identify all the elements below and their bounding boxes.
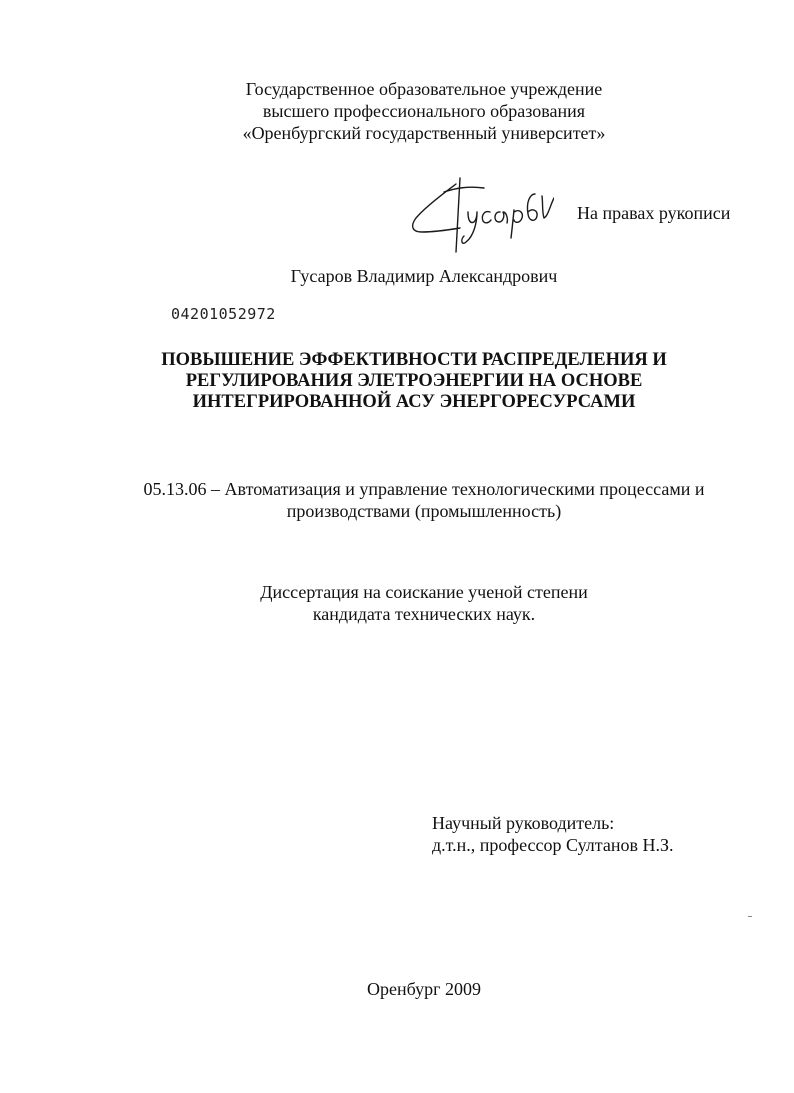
title-line-3: ИНТЕГРИРОВАННОЙ АСУ ЭНЕРГОРЕСУРСАМИ — [192, 392, 636, 412]
institution-line-2: высшего профессионального образования — [262, 101, 586, 121]
specialty-line-2: производствами (промышленность) — [286, 501, 562, 521]
degree-line-2: кандидата технических наук. — [312, 604, 536, 624]
title-line-1: ПОВЫШЕНИЕ ЭФФЕКТИВНОСТИ РАСПРЕДЕЛЕНИЯ И — [161, 350, 667, 370]
registration-number: 04201052972 — [171, 305, 276, 323]
specialty-line-1: 05.13.06 – Автоматизация и управление технологическими процессами и — [143, 479, 705, 499]
degree-line-1: Диссертация на соискание ученой степени — [260, 582, 588, 602]
degree-block — [0, 581, 794, 625]
specialty-block — [0, 478, 794, 522]
supervisor-name: д.т.н., профессор Султанов Н.З. — [432, 835, 674, 855]
handwritten-signature — [404, 176, 554, 258]
dissertation-title — [0, 350, 794, 413]
supervisor-block — [432, 812, 674, 856]
title-line-2: РЕГУЛИРОВАНИЯ ЭЛЕТРОЭНЕРГИИ НА ОСНОВЕ — [185, 371, 643, 391]
supervisor-label: Научный руководитель: — [432, 813, 615, 833]
institution-line-3: «Оренбургский государственный университет» — [242, 123, 606, 143]
scan-speck — [748, 916, 752, 917]
city-year: Оренбург 2009 — [367, 979, 481, 999]
institution-line-1: Государственное образовательное учреждение — [245, 79, 603, 99]
manuscript-rights-label: На правах рукописи — [577, 203, 731, 223]
author-name: Гусаров Владимир Александрович — [290, 266, 558, 286]
institution-block — [0, 78, 794, 144]
